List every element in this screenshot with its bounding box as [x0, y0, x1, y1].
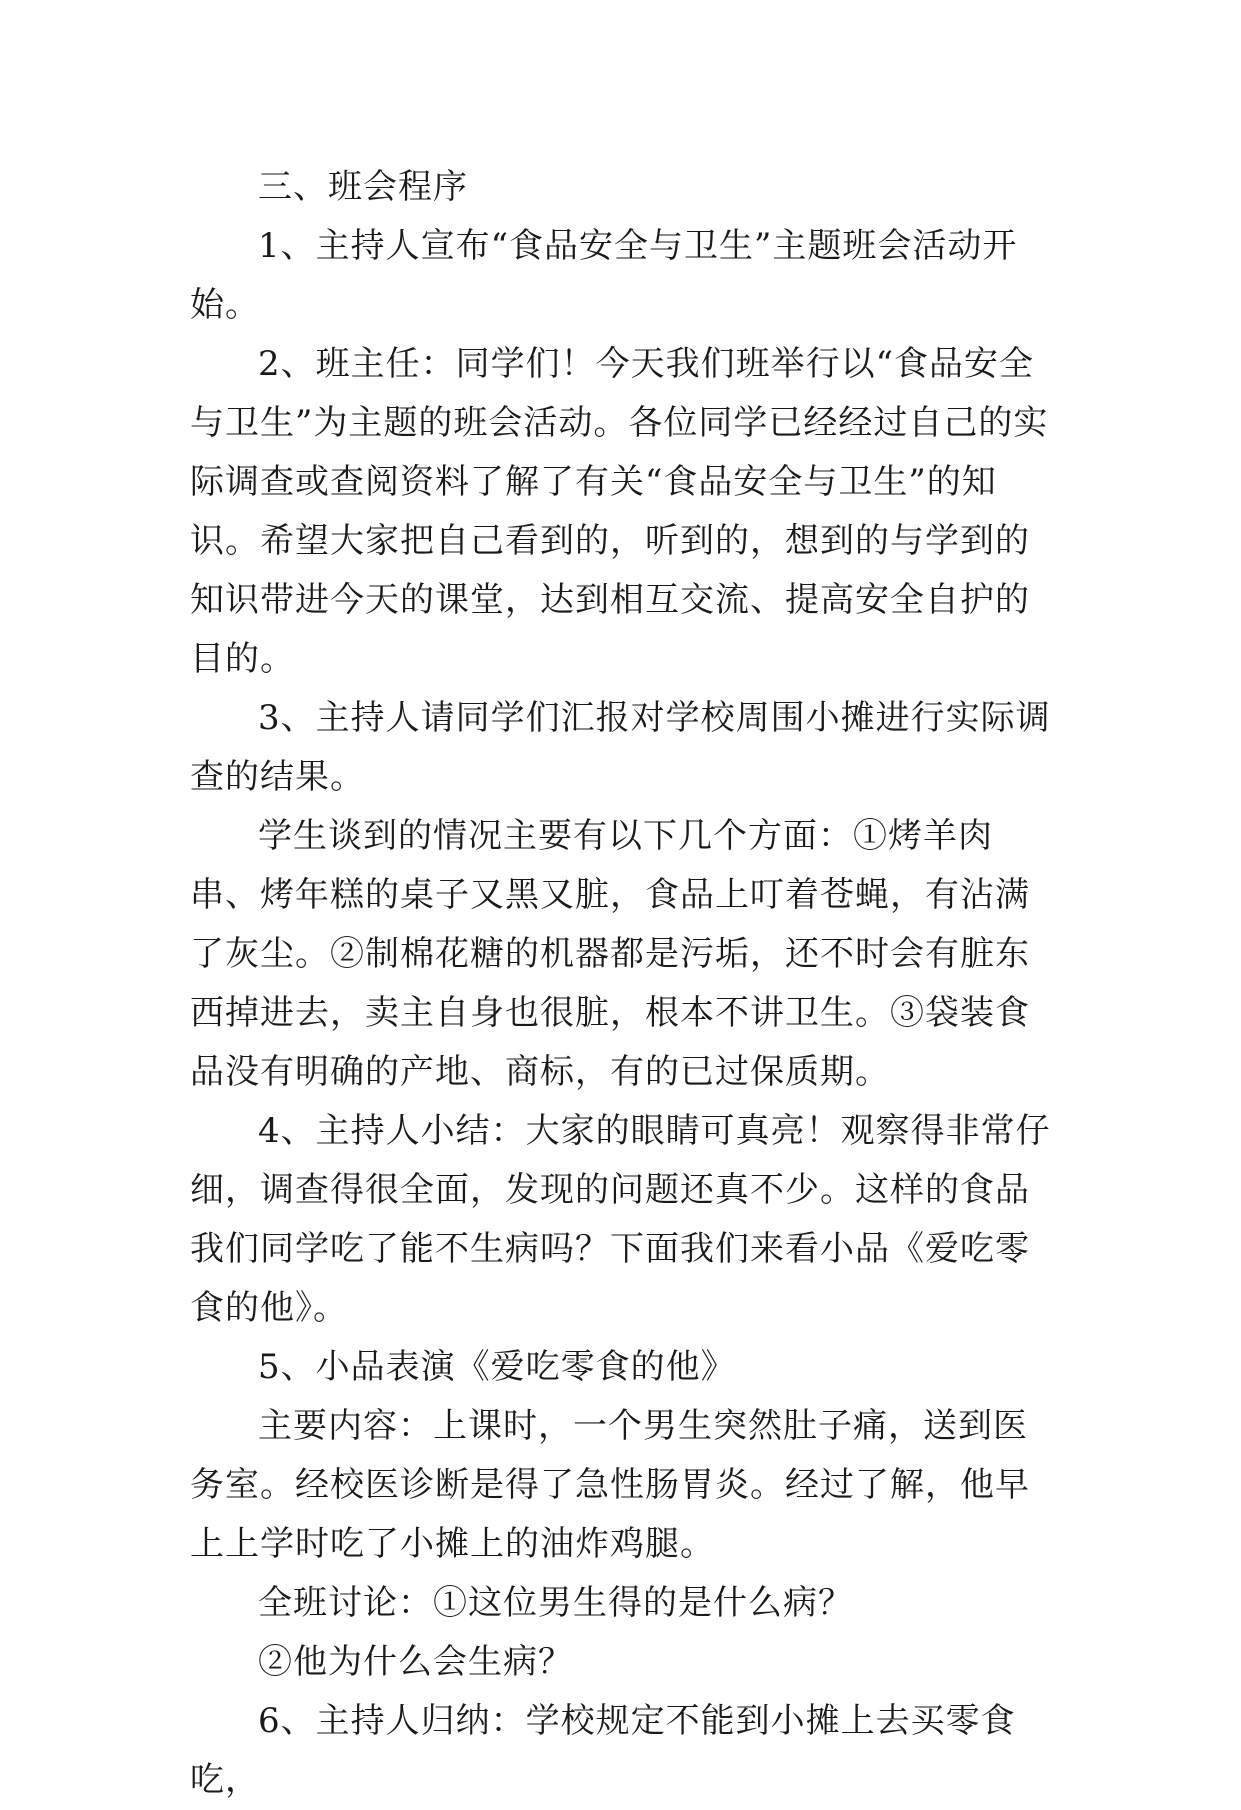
paragraph: 3、主持人请同学们汇报对学校周围小摊进行实际调查的结果。 — [190, 698, 1051, 797]
paragraph: 2、班主任：同学们！今天我们班举行以“食品安全与卫生”为主题的班会活动。各位同学已经经过自己的实际调查或查阅资料了解了有关“食品安全与卫生”的知识。希望大家把自己看到的，听到的，想到的与学到的知识带进今天的课堂，达到相互交流、提高安全自护的目的。 — [190, 344, 1049, 679]
paragraph: 主要内容：上课时，一个男生突然肚子痛，送到医务室。经校医诊断是得了急性肠胃炎。经过了解，他早上上学时吃了小摊上的油炸鸡腿。 — [190, 1406, 1030, 1564]
paragraph: 1、主持人宣布“食品安全与卫生”主题班会活动开始。 — [190, 226, 1018, 325]
document-body — [190, 158, 1060, 1810]
paragraph: 5、小品表演《爱吃零食的他》 — [258, 1347, 736, 1387]
section-heading: 三、班会程序 — [258, 167, 468, 207]
paragraph: ②他为什么会生病？ — [258, 1642, 573, 1682]
paragraph: 4、主持人小结：大家的眼睛可真亮！观察得非常仔细，调查得很全面，发现的问题还真不少。这样的食品我们同学吃了能不生病吗？下面我们来看小品《爱吃零食的他》。 — [190, 1111, 1051, 1328]
paragraph: 全班讨论：①这位男生得的是什么病？ — [258, 1583, 853, 1623]
paragraph: 学生谈到的情况主要有以下几个方面：①烤羊肉串、烤年糕的桌子又黑又脏，食品上叮着苍蝇，有沾满了灰尘。②制棉花糖的机器都是污垢，还不时会有脏东西掉进去，卖主自身也很脏，根本不讲卫生。③袋装食品没有明确的产地、商标，有的已过保质期。 — [190, 816, 1030, 1092]
paragraph: 6、主持人归纳：学校规定不能到小摊上去买零食吃， — [190, 1701, 1016, 1800]
